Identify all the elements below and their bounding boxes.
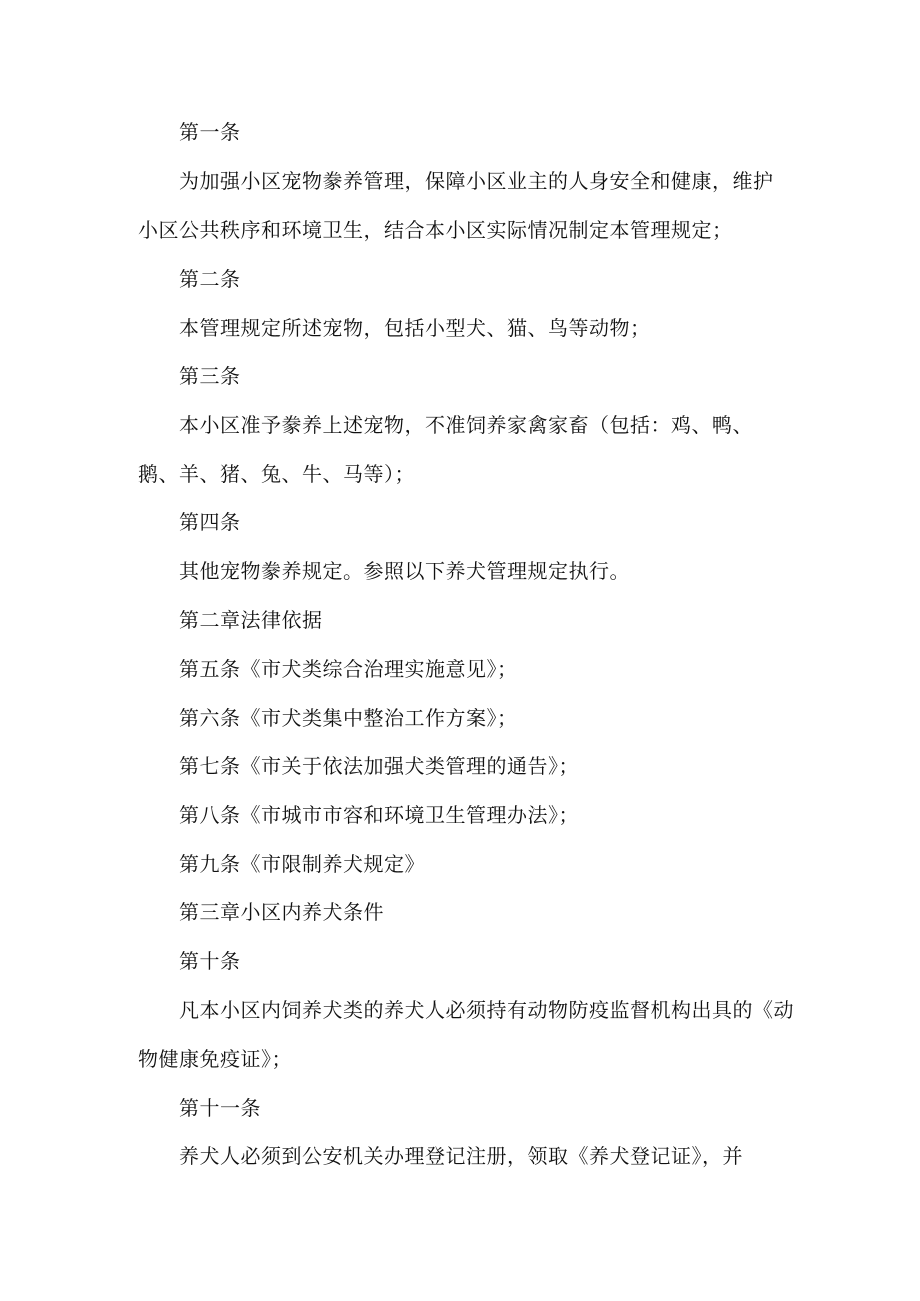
article-2-text: 本管理规定所述宠物，包括小型犬、猫、鸟等动物；: [179, 316, 651, 340]
article-3-text-line-1: 本小区准予豢养上述宠物，不准饲养家禽家畜（包括：鸡、鸭、: [179, 413, 753, 437]
article-3-heading: 第三条: [179, 364, 241, 388]
article-10-text-line-1: 凡本小区内饲养犬类的养犬人必须持有动物防疫监督机构出具的《动: [179, 998, 794, 1022]
article-11-heading: 第十一条: [179, 1096, 261, 1120]
article-4-text: 其他宠物豢养规定。参照以下养犬管理规定执行。: [179, 559, 630, 583]
article-5-text: 第五条《市犬类综合治理实施意见》；: [179, 657, 518, 681]
chapter-2-heading: 第二章法律依据: [179, 608, 323, 632]
chapter-3-heading: 第三章小区内养犬条件: [179, 900, 384, 924]
article-11-text-line-1: 养犬人必须到公安机关办理登记注册，领取《养犬登记证》，并: [179, 1144, 743, 1168]
article-4-heading: 第四条: [179, 510, 241, 534]
article-1-text-line-1: 为加强小区宠物豢养管理，保障小区业主的人身安全和健康，维护: [179, 169, 774, 193]
article-7-text: 第七条《市关于依法加强犬类管理的通告》；: [179, 754, 579, 778]
article-3-text-line-2: 鹅、羊、猪、兔、牛、马等）；: [138, 462, 415, 486]
article-1-text-line-2: 小区公共秩序和环境卫生，结合本小区实际情况制定本管理规定；: [138, 218, 733, 242]
article-1-heading: 第一条: [179, 120, 241, 144]
article-8-text: 第八条《市城市市容和环境卫生管理办法》；: [179, 803, 579, 827]
article-6-text: 第六条《市犬类集中整治工作方案》；: [179, 706, 518, 730]
article-9-text: 第九条《市限制养犬规定》: [179, 852, 425, 876]
article-10-text-line-2: 物健康免疫证》；: [138, 1047, 292, 1071]
article-10-heading: 第十条: [179, 949, 241, 973]
article-2-heading: 第二条: [179, 267, 241, 291]
